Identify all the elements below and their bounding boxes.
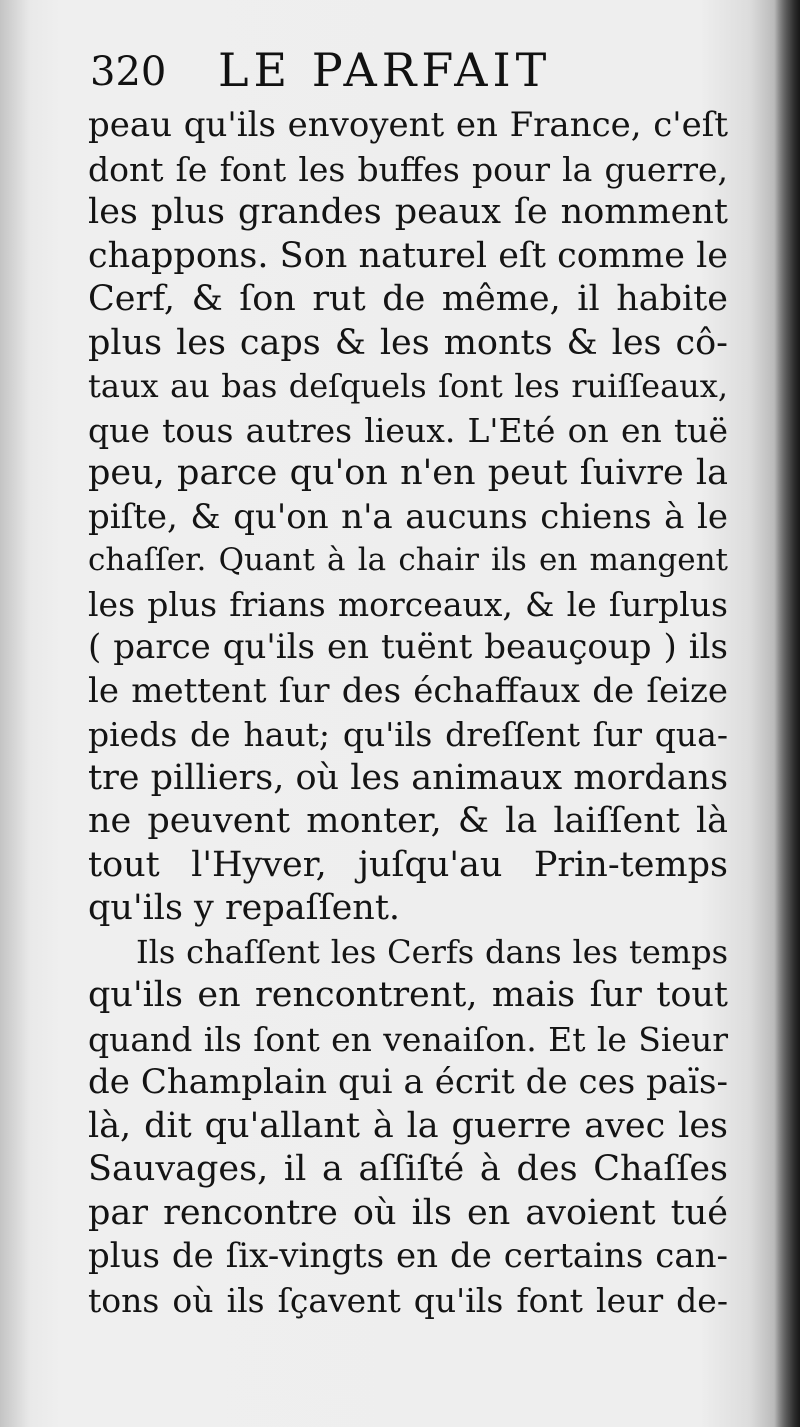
text-line: pieds de haut; qu'ils dreſſent ſur qua- — [88, 715, 728, 754]
running-title: LE PARFAIT — [218, 43, 552, 97]
body-text — [88, 104, 728, 1322]
text-line: piſte, & qu'on n'a aucuns chiens à le — [88, 496, 728, 537]
text-line: Cerf, & ſon rut de même, il habite — [88, 279, 728, 319]
text-line: tout l'Hyver, juſqu'au Prin-temps — [88, 844, 728, 885]
text-line: peu, parce qu'on n'en peut ſuivre la — [88, 453, 728, 493]
text-line: quand ils ſont en venaiſon. Et le Sieur — [88, 1019, 728, 1059]
text-line: par rencontre où ils en avoient tué — [88, 1192, 728, 1233]
text-line: là, dit qu'allant à la guerre avec les — [88, 1105, 728, 1146]
page-header — [90, 44, 690, 104]
page-edge-shadow — [774, 0, 800, 1427]
text-line: chaſſer. Quant à la chair ils en mangent — [88, 542, 728, 578]
text-line: Sauvages, il a aſſiſté à des Chaſſes — [88, 1149, 728, 1189]
text-line: plus de ſix-vingts en de certains can- — [88, 1236, 728, 1276]
text-line: ( parce qu'ils en tuënt beauçoup ) ils — [88, 627, 728, 667]
text-line: les plus grandes peaux ſe nomment — [88, 192, 728, 232]
text-line: qu'ils en rencontrent, mais ſur tout — [88, 975, 728, 1015]
text-line: Ils chaſſent les Cerfs dans les temps — [136, 932, 728, 971]
text-line: peau qu'ils envoyent en France, c'eſt — [88, 105, 728, 145]
page-number: 320 — [90, 49, 167, 95]
text-line: qu'ils y repaſſent. — [88, 888, 401, 928]
text-line: de Champlain qui a écrit de ces païs- — [88, 1062, 728, 1102]
text-line: le mettent ſur des échaffaux de ſeize — [88, 670, 728, 711]
text-line: taux au bas deſquels ſont les ruiſſeaux, — [88, 367, 728, 405]
text-line: tre pilliers, où les animaux mordans — [88, 757, 729, 798]
text-line: les plus frians morceaux, & le ſurplus — [88, 584, 728, 624]
text-line: tons où ils ſçavent qu'ils font leur de- — [88, 1280, 728, 1320]
text-line: chappons. Son naturel eſt comme le — [88, 235, 728, 276]
text-line: dont ſe font les buffes pour la guerre, — [88, 149, 728, 189]
text-line: plus les caps & les monts & les cô- — [88, 322, 728, 363]
text-line: ne peuvent monter, & la laiſſent là — [88, 801, 728, 841]
text-line: que tous autres lieux. L'Eté on en tuë — [88, 410, 728, 450]
